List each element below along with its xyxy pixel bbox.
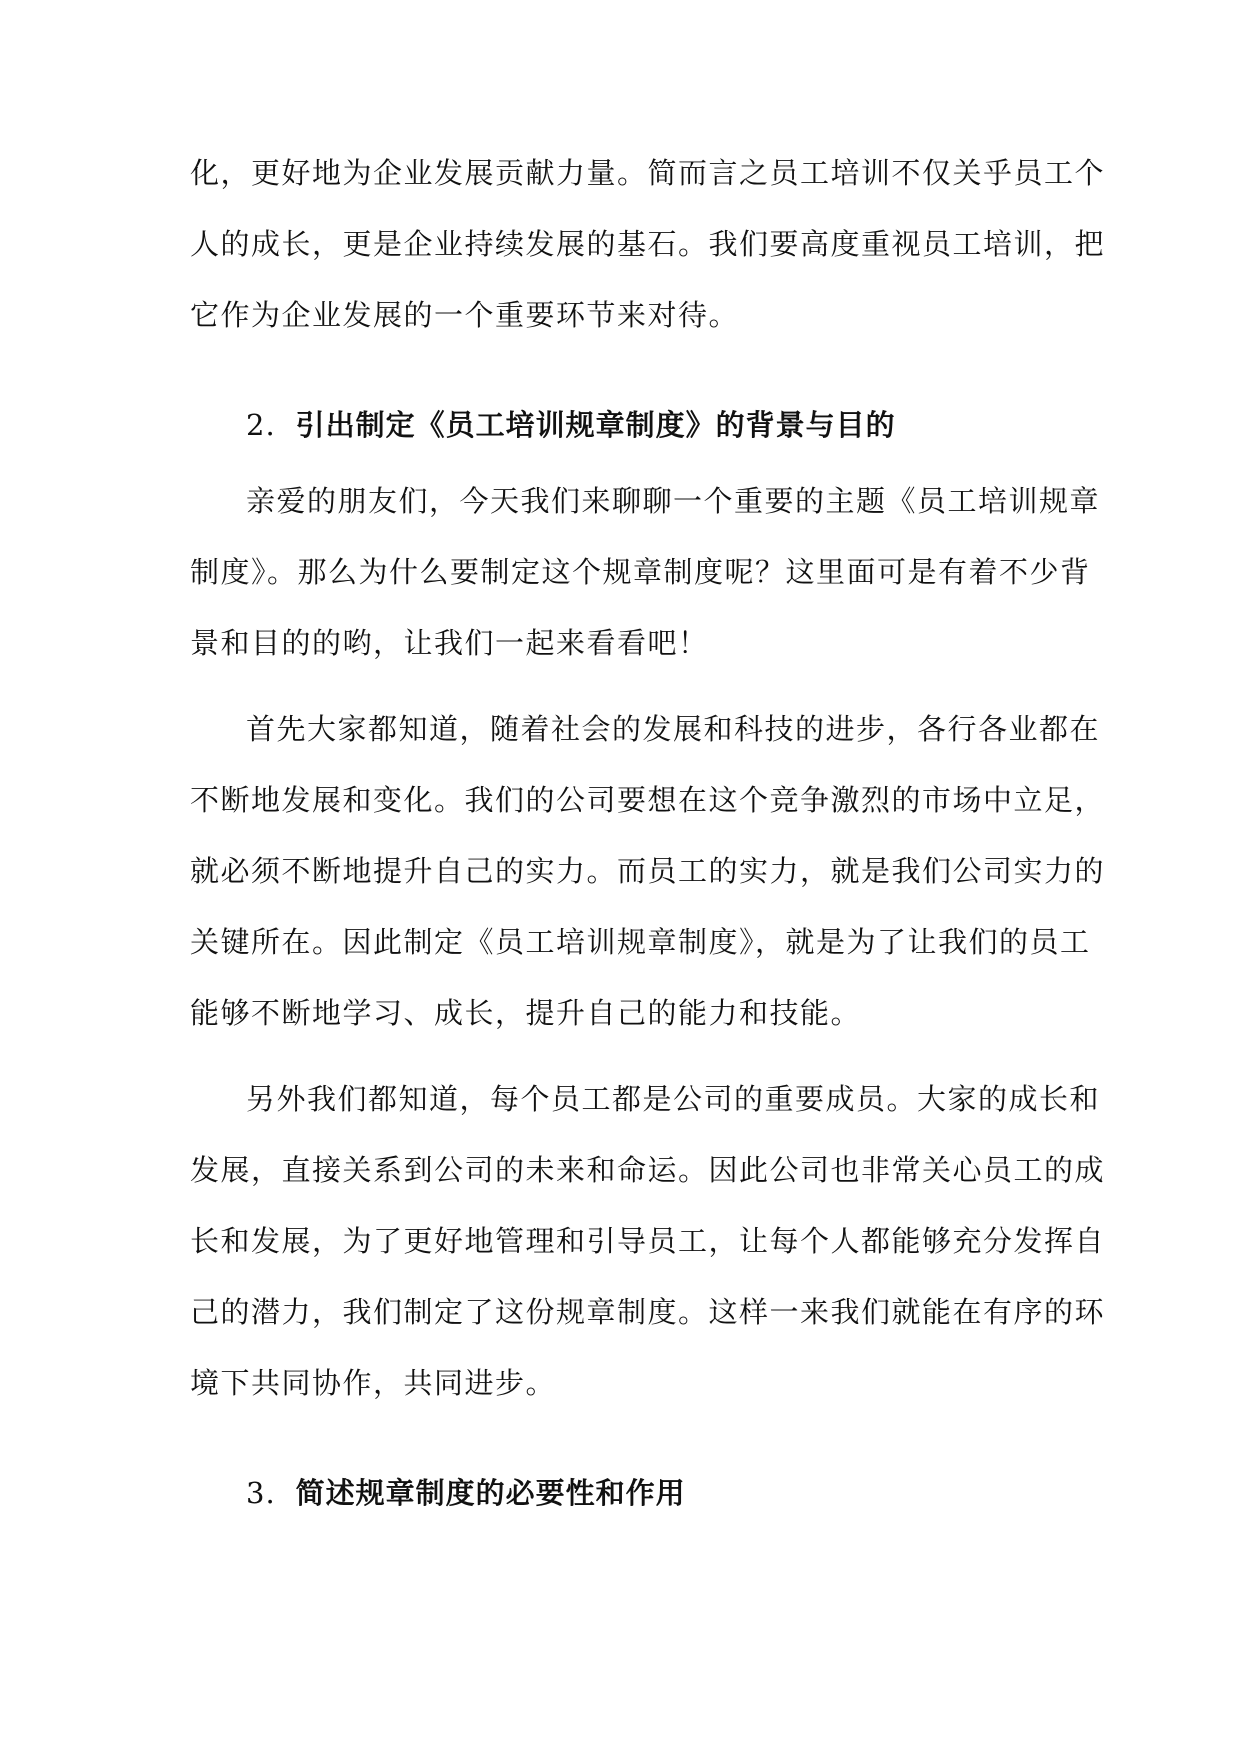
paragraph-line: 化，更好地为企业发展贡献力量。简而言之员工培训不仅关乎员工个 xyxy=(190,156,1106,190)
paragraph-line: 就必须不断地提升自己的实力。而员工的实力，就是我们公司实力的 xyxy=(190,854,1106,888)
section-title: 引出制定《员工培训规章制度》的背景与目的 xyxy=(295,408,896,442)
section-heading-3 xyxy=(246,1474,686,1512)
paragraph-line: 人的成长，更是企业持续发展的基石。我们要高度重视员工培训，把 xyxy=(190,227,1106,261)
paragraph-line: 另外我们都知道，每个员工都是公司的重要成员。大家的成长和 xyxy=(246,1082,1101,1116)
paragraph-line: 它作为企业发展的一个重要环节来对待。 xyxy=(190,298,740,332)
paragraph-line: 发展，直接关系到公司的未来和命运。因此公司也非常关心员工的成 xyxy=(190,1153,1106,1187)
paragraph-line: 不断地发展和变化。我们的公司要想在这个竞争激烈的市场中立足， xyxy=(190,783,1106,817)
paragraph-line: 景和目的的哟，让我们一起来看看吧！ xyxy=(190,626,709,660)
paragraph-line: 制度》。那么为什么要制定这个规章制度呢？这里面可是有着不少背 xyxy=(190,555,1091,589)
section-number: 2. xyxy=(246,408,276,442)
paragraph-line: 关键所在。因此制定《员工培训规章制度》，就是为了让我们的员工 xyxy=(190,925,1091,959)
paragraph-line: 亲爱的朋友们，今天我们来聊聊一个重要的主题《员工培训规章 xyxy=(246,484,1101,518)
section-title: 简述规章制度的必要性和作用 xyxy=(295,1476,686,1510)
paragraph-line: 能够不断地学习、成长，提升自己的能力和技能。 xyxy=(190,996,862,1030)
paragraph-line: 首先大家都知道，随着社会的发展和科技的进步，各行各业都在 xyxy=(246,712,1101,746)
paragraph-line: 己的潜力，我们制定了这份规章制度。这样一来我们就能在有序的环 xyxy=(190,1295,1106,1329)
section-number: 3. xyxy=(246,1476,276,1510)
paragraph-line: 境下共同协作，共同进步。 xyxy=(190,1366,557,1400)
section-heading-2 xyxy=(246,406,896,444)
paragraph-line: 长和发展，为了更好地管理和引导员工，让每个人都能够充分发挥自 xyxy=(190,1224,1106,1258)
